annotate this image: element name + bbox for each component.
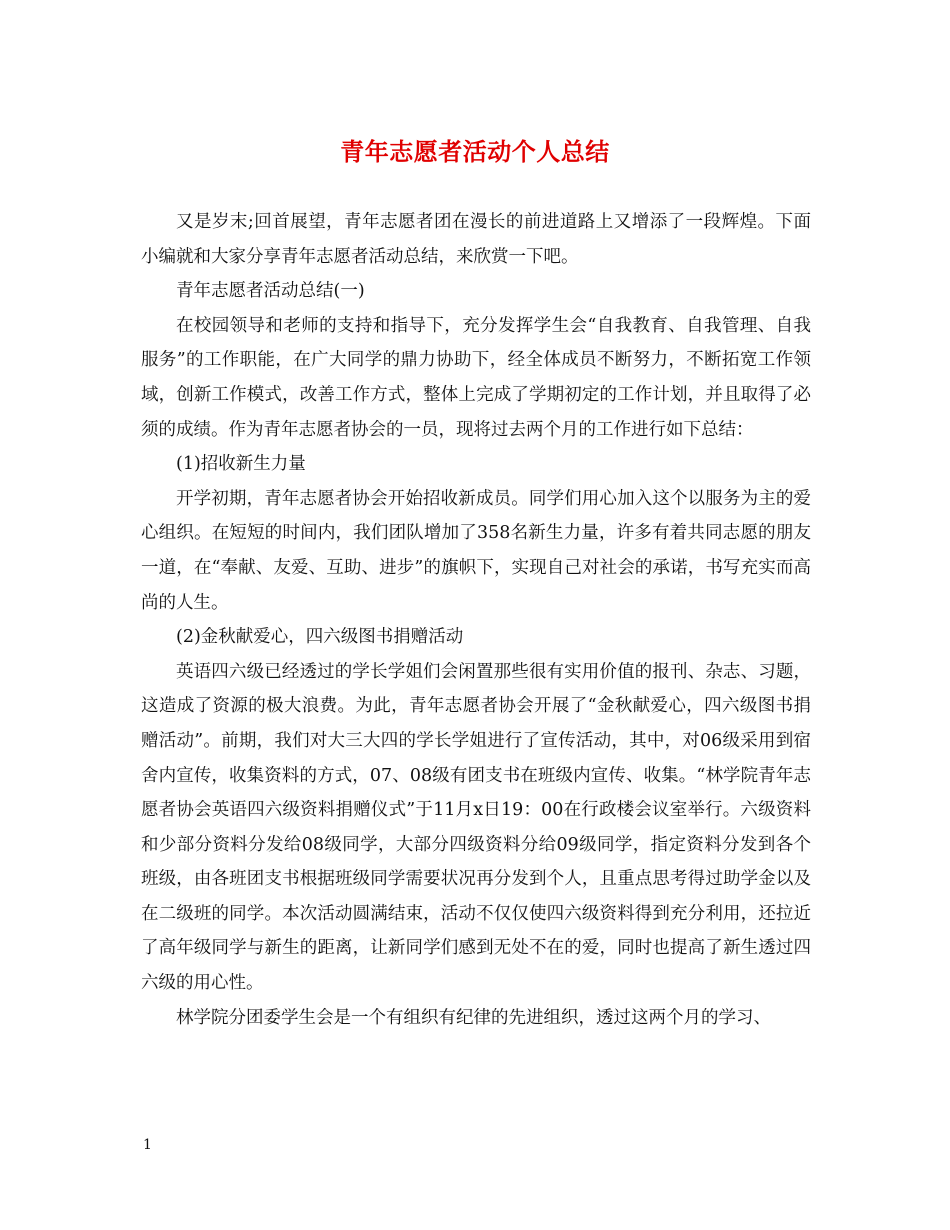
- document-title: 青年志愿者活动个人总结: [340, 137, 610, 166]
- page-number: 1: [143, 1137, 152, 1153]
- body-paragraph: 在校园领导和老师的支持和指导下，充分发挥学生会“自我教育、自我管理、自我服务”的工作职能，在广大同学的鼎力协助下，经全体成员不断努力，不断拓宽工作领域，创新工作模式，改善工作方式，整体上完成了学期初定的工作计划，并且取得了必须的成绩。作为青年志愿者协会的一员，现将过去两个月的工作进行如下总结：: [141, 315, 811, 440]
- intro-paragraph: 又是岁末;回首展望，青年志愿者团在漫长的前进道路上又增添了一段辉煌。下面小编就和大家分享青年志愿者活动总结，来欣赏一下吧。: [141, 212, 811, 267]
- body-paragraph: 林学院分团委学生会是一个有组织有纪律的先进组织，透过这两个月的学习、: [176, 1007, 771, 1028]
- body-paragraph: 开学初期，青年志愿者协会开始招收新成员。同学们用心加入这个以服务为主的爱心组织。在短短的时间内，我们团队增加了358名新生力量，许多有着共同志愿的朋友一道，在“奉献、友爱、互助、进步”的旗帜下，实现自己对社会的承诺，书写充实而高尚的人生。: [141, 488, 811, 613]
- document-body: [141, 205, 811, 1035]
- subsection-heading-recruitment: (1)招收新生力量: [176, 454, 306, 475]
- subsection-heading-book-donation: (2)金秋献爱心，四六级图书捐赠活动: [176, 627, 464, 648]
- section-heading-summary-one: 青年志愿者活动总结(一): [176, 281, 365, 302]
- body-paragraph: 英语四六级已经透过的学长学姐们会闲置那些很有实用价值的报刊、杂志、习题，这造成了资源的极大浪费。为此，青年志愿者协会开展了“金秋献爱心，四六级图书捐赠活动”。前期，我们对大三大四的学长学姐进行了宣传活动，其中，对06级采用到宿舍内宣传，收集资料的方式，07、08级有团支书在班级内宣传、收集。“林学院青年志愿者协会英语四六级资料捐赠仪式”于11月x日19：00在行政楼会议室举行。六级资料和少部分资料分发给08级同学，大部分四级资料分给09级同学，指定资料分发到各个班级，由各班团支书根据班级同学需要状况再分发到个人，且重点思考得过助学金以及在二级班的同学。本次活动圆满结束，活动不仅仅使四六级资料得到充分利用，还拉近了高年级同学与新生的距离，让新同学们感到无处不在的爱，同时也提高了新生透过四六级的用心性。: [141, 661, 811, 994]
